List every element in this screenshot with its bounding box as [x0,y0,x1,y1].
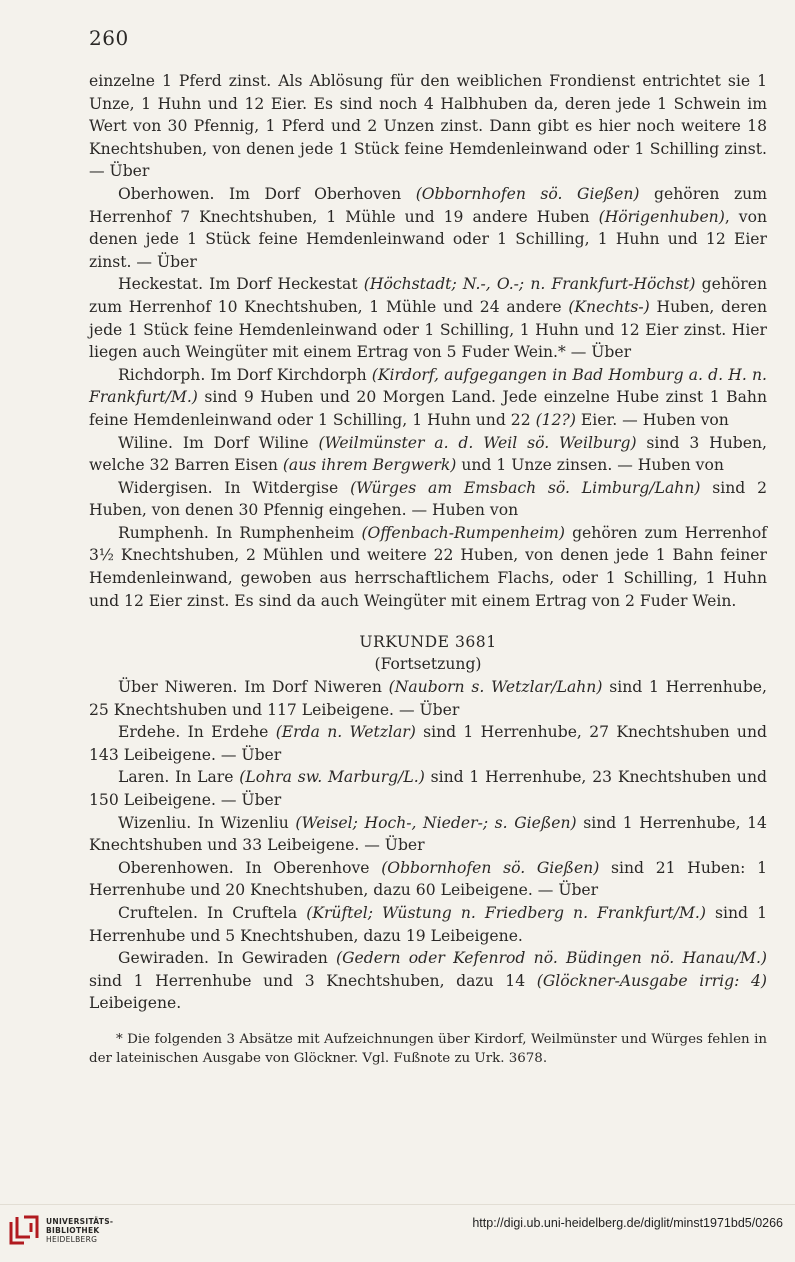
italic-annotation: (12?) [535,410,576,429]
italic-annotation: (Weisel; Hoch-, Nieder-; s. Gießen) [295,813,577,832]
text-run: sind 9 Huben und 20 Morgen Land. Jede einzelne Hube zinst 1 Bahn feine Hemdenleinwand oder 1 Schilling, 1 Huhn und 22 [89,388,767,429]
italic-annotation: (Lohra sw. Marburg/L.) [239,768,425,787]
italic-annotation: (Würges am Emsbach sö. Limburg/Lahn) [350,478,701,497]
logo-line-3: HEIDELBERG [46,1234,98,1244]
urkunde-subtitle: (Fortsetzung) [374,655,482,673]
text-run: , von denen jede 1 Stück feine Hemdenleinwand oder 1 Schilling, 1 Huhn und 12 Eier zinst. — Über [89,207,768,271]
text-run: sind 1 Herrenhube, 27 Knechtshuben und 143 Leibeigene. — Über [89,723,768,764]
text-run: Gewiraden. In Gewiraden [118,949,337,968]
text-run: Oberhowen. Im Dorf Oberhoven [118,184,416,203]
italic-annotation: (Krüftel; Wüstung n. Friedberg n. Frankfurt/M.) [306,903,706,922]
italic-annotation: (Weilmünster a. d. Weil sö. Weilburg) [318,433,637,452]
text-run: sind 1 Herrenhube und 5 Knechtshuben, dazu 19 Leibeigene. [89,903,767,945]
text-run: Leibeigene. [89,994,182,1013]
italic-annotation: (Obbornhofen sö. Gießen) [415,184,640,203]
paragraph [89,947,767,1015]
text-run: sind 1 Herrenhube, 23 Knechtshuben und 150 Leibeigene. — Über [89,768,768,809]
italic-annotation: (Gedern oder Kefenrod nö. Büdingen nö. Hanau/M.) [336,949,767,968]
text-run: Über Niweren. Im Dorf Niweren [118,678,389,696]
text-run: einzelne 1 Pferd zinst. Als Ablösung für den weiblichen Frondienst entrichtet sie 1 Unze, 1 Huhn und 12 Eier. Es sind noch 4 Halbhuben da, deren jede 1 Schwein im Wert von 30 Pfennig, 1 Pferd und 2 Unzen zinst. Dann gibt es hier noch weitere 18 Knechtshuben, von denen jede 1 Stück feine Hemdenleinwand oder 1 Schilling zinst. — Über [89,72,767,181]
text-run: Cruftelen. In Cruftela [118,903,307,922]
library-logo-text [46,1217,113,1244]
text-block-bottom [89,676,767,1015]
italic-annotation: (Erda n. Wetzlar) [275,723,416,742]
paragraph [89,522,767,612]
paragraph [89,183,767,273]
italic-annotation: (Nauborn s. Wetzlar/Lahn) [388,678,603,696]
italic-annotation: (Kirdorf, aufgegangen in Bad Homburg a. d. H. n. Frankfurt/M.) [89,365,768,407]
logo-line-2: BIBLIOTHEK [46,1225,100,1235]
text-run: Wiline. Im Dorf Wiline [118,433,319,452]
footnote: * Die folgenden 3 Absätze mit Aufzeichnungen über Kirdorf, Weilmünster und Würges fehlen in der lateinischen Ausgabe von Glöckner. Vgl. Fußnote zu Urk. 3678. [89,1032,767,1066]
paragraph [89,676,767,721]
text-run: gehören zum Herrenhof 7 Knechtshuben, 1 Mühle und 19 andere Huben [89,184,768,226]
library-logo[interactable] [8,1214,113,1246]
text-run: Heckestat. Im Dorf Heckestat [118,275,364,294]
text-run: Wizenliu. In Wizenliu [118,813,296,832]
text-run: sind 21 Huben: 1 Herrenhube und 20 Knechtshuben, dazu 60 Leibeigene. — Über [89,858,767,900]
italic-annotation: (Glöckner-Ausgabe irrig: 4) [536,971,767,990]
source-url-link[interactable]: http://digi.ub.uni-heidelberg.de/diglit/minst1971bd5/0266 [472,1216,783,1230]
italic-annotation: (Höchstadt; N.-, O.-; n. Frankfurt-Höchst) [363,275,696,294]
text-run: Eier. — Huben von [575,410,729,429]
text-run: Oberenhowen. In Oberenhove [118,858,382,877]
library-logo-icon [8,1214,40,1246]
paragraph [89,432,767,477]
text-run: gehören zum Herrenhof 3½ Knechtshuben, 2 Mühlen und weitere 22 Huben, von denen jede 1 Bahn feiner Hemdenleinwand, gewoben aus herrschaftlichem Flachs, oder 1 Schilling, 1 Huhn und 12 Eier zinst. Es sind da auch Weingüter mit einem Ertrag von 2 Fuder Wein. [89,523,768,610]
italic-annotation: (Obbornhofen sö. Gießen) [381,858,600,877]
footer-divider [0,1204,795,1205]
urkunde-title: URKUNDE 3681 [359,633,497,651]
text-run: sind 2 Huben, von denen 30 Pfennig eingehen. — Huben von [89,478,767,520]
text-run: sind 3 Huben, welche 32 Barren Eisen [89,433,767,475]
text-run: Huben, deren jede 1 Stück feine Hemdenleinwand oder 1 Schilling, 1 Huhn und 12 Eier zinst. Hier liegen auch Weingüter mit einem Ertrag von 5 Fuder Wein.* — Über [89,297,767,362]
logo-line-1: UNIVERSITÄTS- [46,1216,114,1226]
text-run: gehören zum Herrenhof 10 Knechtshuben, 1 Mühle und 24 andere [89,275,768,316]
text-run: Richdorph. Im Dorf Kirchdorph [118,365,372,384]
paragraph [89,812,767,857]
text-run: und 1 Unze zinsen. — Huben von [456,456,724,475]
paragraph [89,273,767,363]
italic-annotation: (Knechts-) [568,297,650,316]
paragraph [89,902,767,947]
text-run: Rumphenh. In Rumphenheim [118,523,362,542]
text-run: sind 1 Herrenhube und 3 Knechtshuben, dazu 14 [89,971,537,990]
italic-annotation: (Offenbach-Rumpenheim) [361,523,565,542]
text-run: Laren. In Lare [118,768,240,787]
text-block-top [89,70,767,612]
italic-annotation: (aus ihrem Bergwerk) [282,456,457,475]
italic-annotation: (Hörigenhuben) [598,207,725,226]
paragraph [89,477,767,522]
paragraph [89,364,767,432]
page-number: 260 [89,26,129,50]
paragraph [89,721,767,766]
paragraph [89,857,767,902]
text-run: sind 1 Herrenhube, 14 Knechtshuben und 33 Leibeigene. — Über [89,813,767,855]
paragraph [89,70,767,183]
text-run: Widergisen. In Witdergise [118,478,351,497]
text-run: sind 1 Herrenhube, 25 Knechtshuben und 117 Leibeigene. — Über [89,678,767,719]
text-run: Erdehe. In Erdehe [118,723,276,742]
paragraph [89,766,767,811]
